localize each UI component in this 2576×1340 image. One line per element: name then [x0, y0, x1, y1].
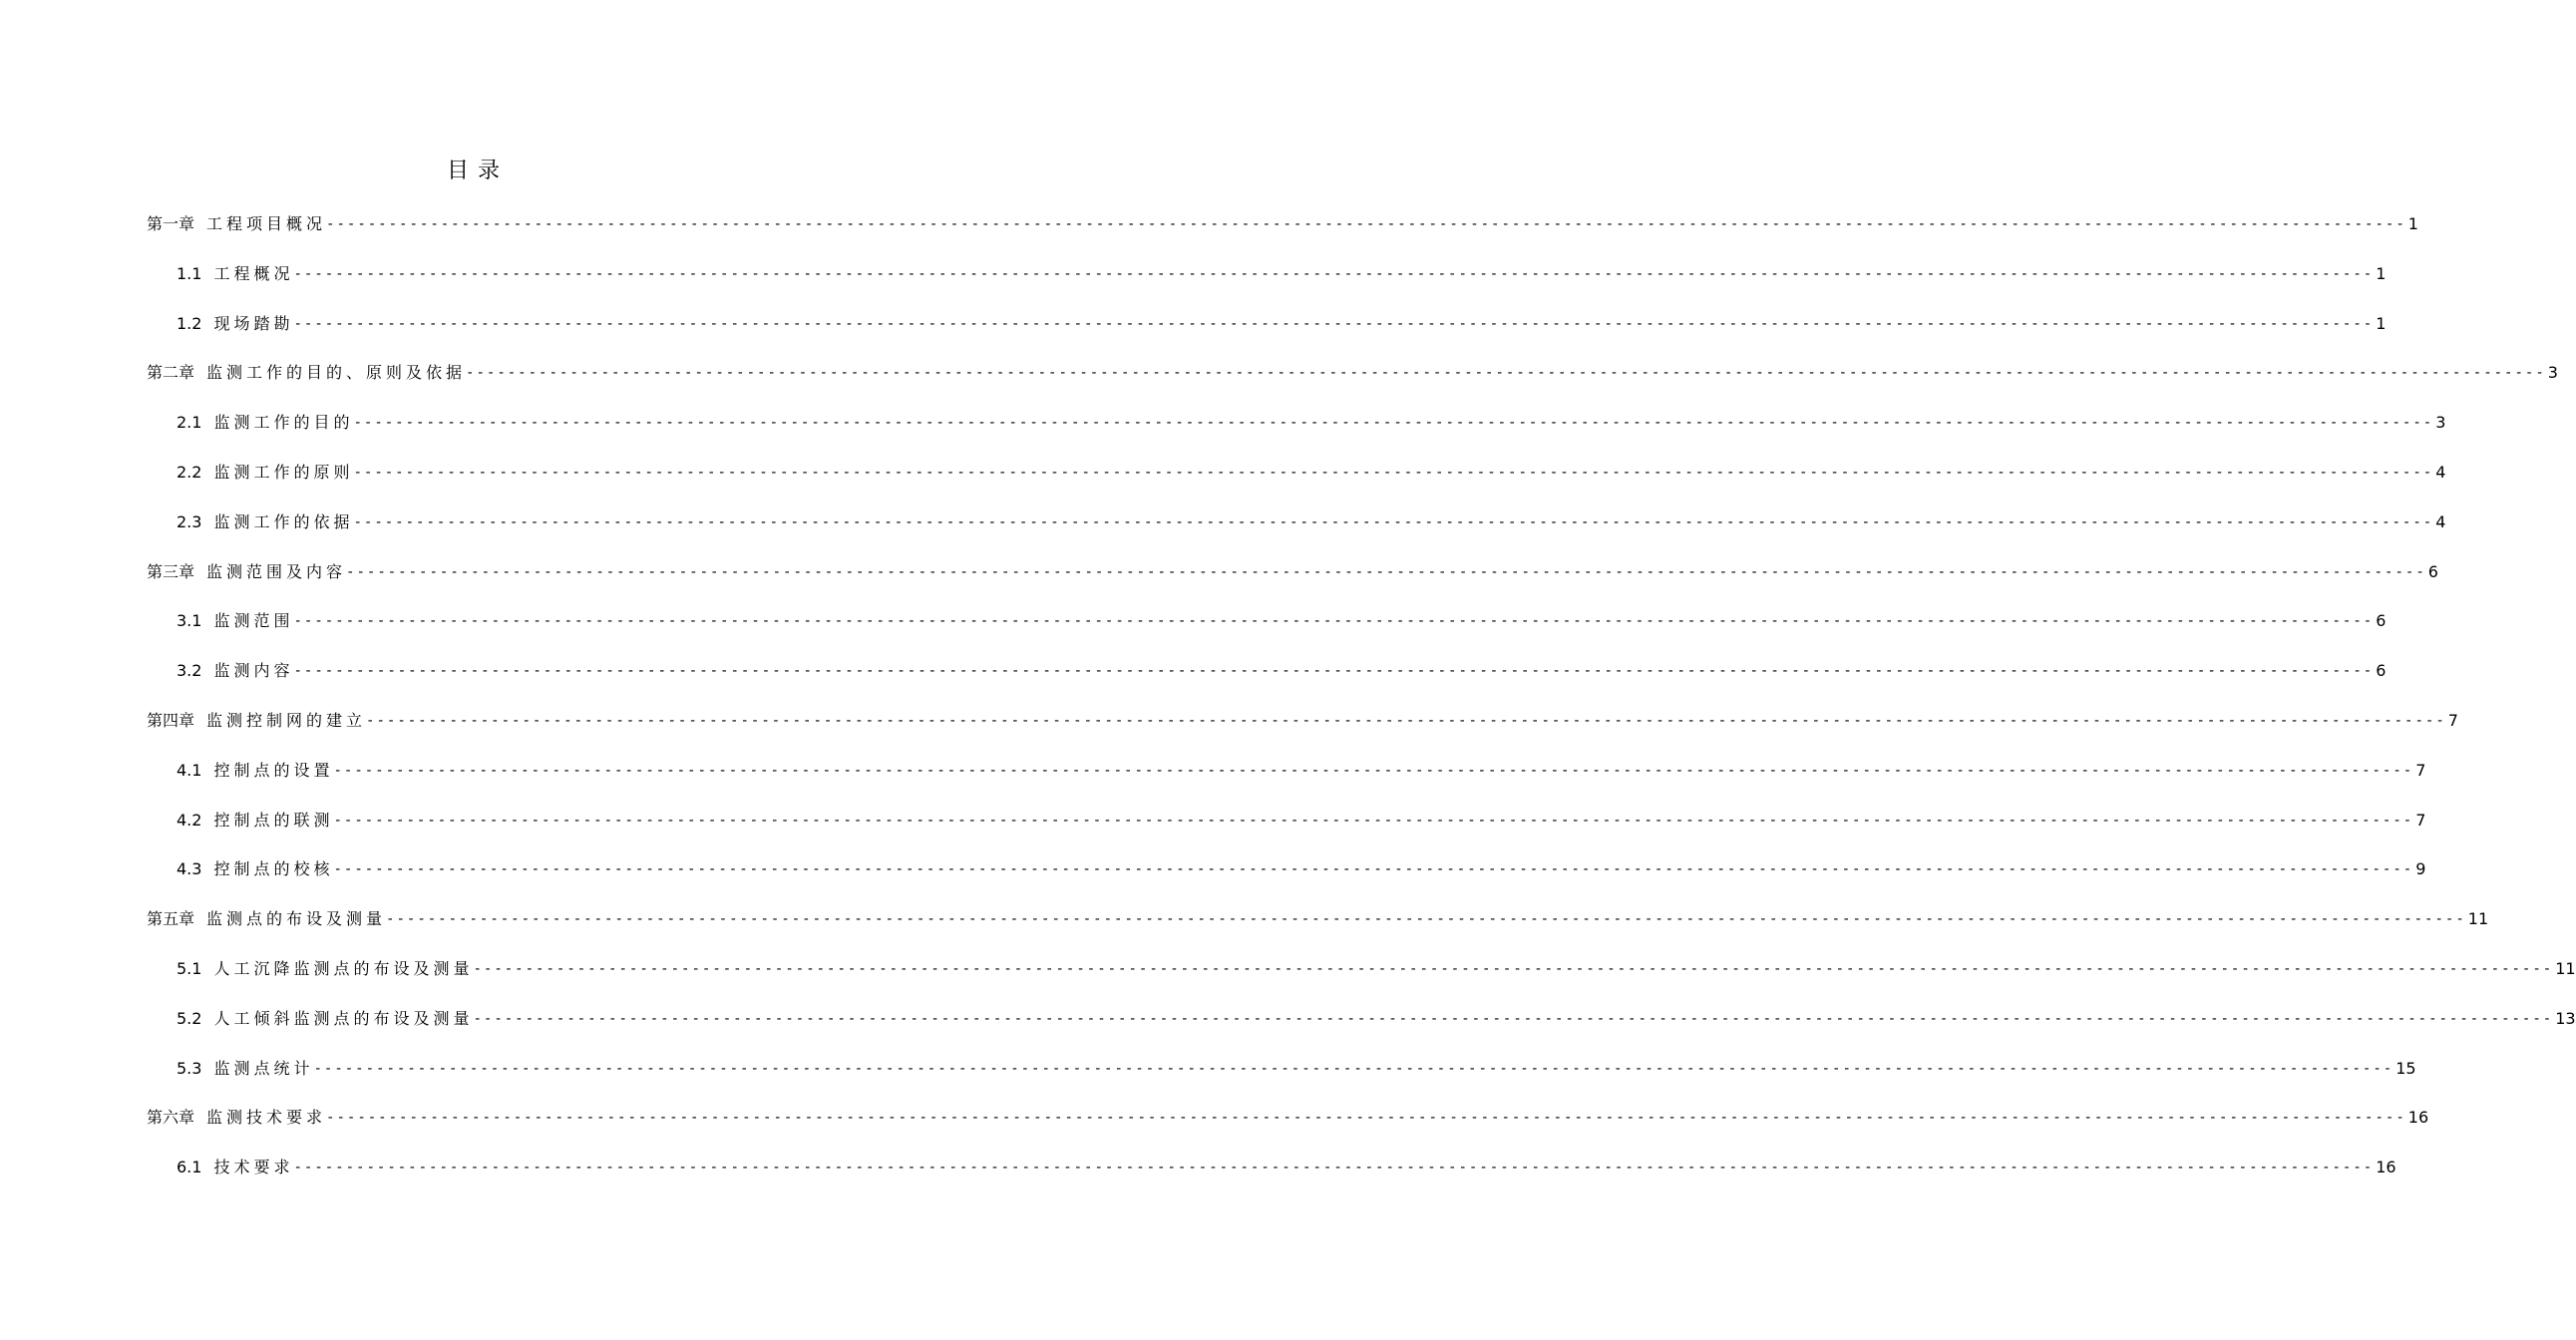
- toc-entry-number: 1.2: [177, 313, 202, 333]
- toc-entry-page: 11: [2555, 959, 2576, 978]
- toc-dot-leader: --------------------------------------------------------------------------------------------------------------------------------------------------------------------------------------------------------: [326, 1110, 2406, 1127]
- toc-entry-label: 技术要求: [213, 1158, 294, 1177]
- toc-entry-page: 6: [2376, 661, 2387, 681]
- toc-entry-number: 第三章: [147, 561, 195, 581]
- toc-dot-leader: --------------------------------------------------------------------------------------------------------------------------------------------------------------------------------------------------------: [313, 1060, 2394, 1077]
- toc-dot-leader: --------------------------------------------------------------------------------------------------------------------------------------------------------------------------------------------------------: [293, 613, 2375, 630]
- toc-dot-leader: --------------------------------------------------------------------------------------------------------------------------------------------------------------------------------------------------------: [353, 465, 2434, 481]
- toc-entry-label: 监测工作的目的: [213, 413, 354, 433]
- toc-entry-page: 16: [2407, 1108, 2429, 1128]
- toc-dot-leader: --------------------------------------------------------------------------------------------------------------------------------------------------------------------------------------------------------: [473, 1010, 2554, 1027]
- toc-entry[interactable]: [147, 706, 2458, 736]
- toc-entry-page: 1: [2376, 313, 2387, 333]
- toc-entry-page: 9: [2415, 859, 2426, 879]
- toc-entry-page: 4: [2435, 511, 2446, 531]
- toc-entry-label: 人工倾斜监测点的布设及测量: [213, 1008, 474, 1028]
- toc-entry-label: 监测范围: [213, 611, 294, 631]
- toc-entry-page: 7: [2447, 711, 2458, 730]
- toc-entry-page: 6: [2376, 611, 2387, 631]
- toc-dot-leader: --------------------------------------------------------------------------------------------------------------------------------------------------------------------------------------------------------: [353, 513, 2434, 530]
- toc-entry-page: 13: [2555, 1008, 2576, 1028]
- toc-entry[interactable]: [177, 1153, 2396, 1182]
- toc-dot-leader: --------------------------------------------------------------------------------------------------------------------------------------------------------------------------------------------------------: [386, 911, 2466, 928]
- toc-entry-page: 3: [2435, 413, 2446, 433]
- toc-entry-number: 第二章: [147, 363, 195, 383]
- toc-entry-label: 监测控制网的建立: [206, 711, 367, 730]
- toc-entry[interactable]: [177, 309, 2387, 339]
- toc-dot-leader: --------------------------------------------------------------------------------------------------------------------------------------------------------------------------------------------------------: [333, 812, 2414, 829]
- toc-entry-page: 6: [2427, 561, 2438, 581]
- toc-entry[interactable]: [177, 806, 2426, 836]
- toc-entry[interactable]: [177, 408, 2446, 438]
- toc-entry[interactable]: [177, 756, 2426, 786]
- toc-dot-leader: --------------------------------------------------------------------------------------------------------------------------------------------------------------------------------------------------------: [366, 713, 2446, 729]
- toc-entry[interactable]: [177, 954, 2576, 984]
- toc-entry-label: 工程概况: [213, 263, 294, 283]
- toc-entry-page: 16: [2376, 1158, 2396, 1177]
- toc-entry-label: 监测点的布设及测量: [206, 909, 387, 929]
- toc-dot-leader: --------------------------------------------------------------------------------------------------------------------------------------------------------------------------------------------------------: [293, 265, 2375, 282]
- toc-entry-page: 4: [2435, 463, 2446, 482]
- toc-entry-number: 4.1: [177, 760, 202, 780]
- toc-entry[interactable]: [177, 606, 2387, 636]
- toc-entry[interactable]: [177, 854, 2426, 884]
- toc-entry-label: 监测点统计: [213, 1058, 314, 1078]
- toc-entry[interactable]: [177, 259, 2387, 289]
- toc-entry-page: 11: [2467, 909, 2489, 929]
- toc-entry-label: 工程项目概况: [206, 214, 327, 233]
- toc-entry-label: 监测内容: [213, 661, 294, 681]
- toc-entry-number: 第六章: [147, 1108, 195, 1128]
- toc-entry-number: 1.1: [177, 263, 202, 283]
- toc-entry-number: 第四章: [147, 711, 195, 730]
- toc-entry-number: 2.1: [177, 413, 202, 433]
- page-title: 目 录: [447, 159, 501, 183]
- toc-dot-leader: --------------------------------------------------------------------------------------------------------------------------------------------------------------------------------------------------------: [346, 563, 2426, 580]
- toc-dot-leader: --------------------------------------------------------------------------------------------------------------------------------------------------------------------------------------------------------: [353, 415, 2434, 432]
- toc-entry-label: 监测工作的依据: [213, 511, 354, 531]
- toc-entry-number: 第五章: [147, 909, 195, 929]
- toc-dot-leader: --------------------------------------------------------------------------------------------------------------------------------------------------------------------------------------------------------: [466, 365, 2546, 382]
- toc-entry[interactable]: [177, 1054, 2416, 1084]
- toc-entry[interactable]: [177, 656, 2387, 686]
- toc-entry-label: 监测技术要求: [206, 1108, 327, 1128]
- toc-entry-number: 4.3: [177, 859, 202, 879]
- toc-dot-leader: --------------------------------------------------------------------------------------------------------------------------------------------------------------------------------------------------------: [333, 762, 2414, 779]
- toc-entry-label: 监测工作的目的、原则及依据: [206, 363, 467, 383]
- toc-entry-number: 5.3: [177, 1058, 202, 1078]
- toc-entry-label: 控制点的联测: [213, 810, 334, 830]
- toc-dot-leader: --------------------------------------------------------------------------------------------------------------------------------------------------------------------------------------------------------: [333, 861, 2414, 878]
- toc-entry-number: 2.2: [177, 463, 202, 482]
- toc-entry[interactable]: [147, 1103, 2429, 1133]
- toc-entry[interactable]: [147, 358, 2558, 388]
- toc-entry-number: 第一章: [147, 214, 195, 233]
- toc-entry-number: 5.1: [177, 959, 202, 978]
- toc-dot-leader: --------------------------------------------------------------------------------------------------------------------------------------------------------------------------------------------------------: [473, 961, 2554, 977]
- toc-entry-page: 1: [2376, 263, 2387, 283]
- toc-entry-page: 7: [2415, 760, 2426, 780]
- toc-entry-label: 监测工作的原则: [213, 463, 354, 482]
- toc-entry-label: 控制点的校核: [213, 859, 334, 879]
- toc-entry-label: 控制点的设置: [213, 760, 334, 780]
- toc-entry-number: 3.2: [177, 661, 202, 681]
- toc-entry[interactable]: [177, 458, 2446, 488]
- toc-dot-leader: --------------------------------------------------------------------------------------------------------------------------------------------------------------------------------------------------------: [326, 216, 2406, 232]
- toc-entry[interactable]: [177, 507, 2446, 537]
- toc-entry[interactable]: [147, 209, 2418, 239]
- toc-entry-number: 5.2: [177, 1008, 202, 1028]
- toc-entry-page: 3: [2547, 363, 2558, 383]
- toc-entry[interactable]: [177, 1004, 2576, 1034]
- toc-entry-page: 7: [2415, 810, 2426, 830]
- toc-entry[interactable]: [147, 557, 2438, 587]
- toc-entry-page: 1: [2407, 214, 2418, 233]
- toc-entry[interactable]: [147, 904, 2489, 934]
- toc-entry-number: 6.1: [177, 1158, 202, 1177]
- toc-entry-number: 4.2: [177, 810, 202, 830]
- toc-dot-leader: --------------------------------------------------------------------------------------------------------------------------------------------------------------------------------------------------------: [293, 1160, 2375, 1176]
- toc-entry-number: 3.1: [177, 611, 202, 631]
- toc-entry-label: 监测范围及内容: [206, 561, 347, 581]
- toc-entry-number: 2.3: [177, 511, 202, 531]
- toc-entry-label: 现场踏勘: [213, 313, 294, 333]
- toc-entry-label: 人工沉降监测点的布设及测量: [213, 959, 474, 978]
- toc-entry-page: 15: [2395, 1058, 2416, 1078]
- toc-dot-leader: --------------------------------------------------------------------------------------------------------------------------------------------------------------------------------------------------------: [293, 663, 2375, 680]
- toc-dot-leader: --------------------------------------------------------------------------------------------------------------------------------------------------------------------------------------------------------: [293, 315, 2375, 332]
